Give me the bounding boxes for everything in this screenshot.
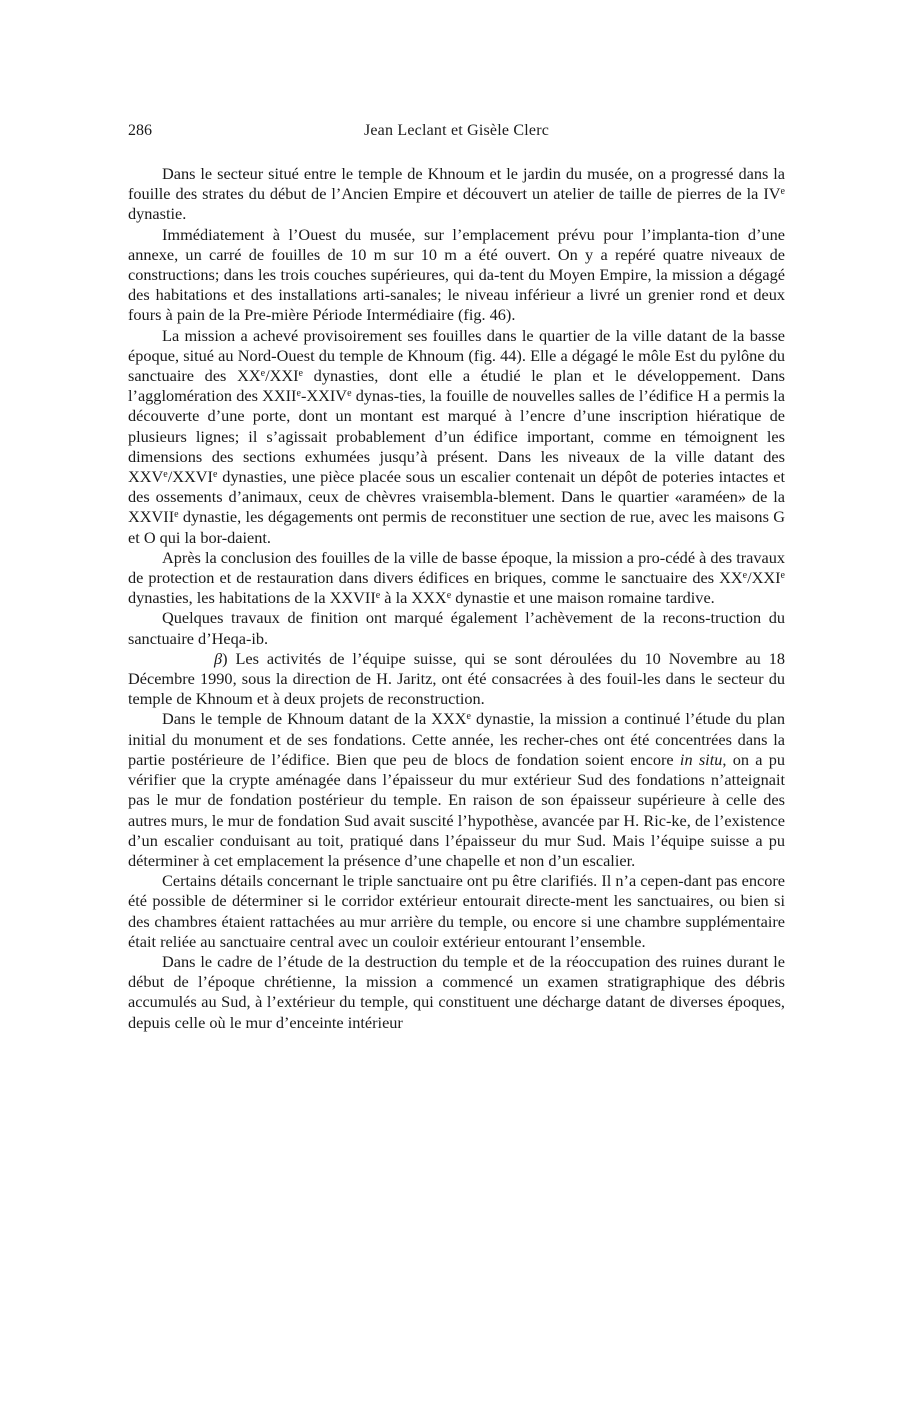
body-text <box>128 164 785 1033</box>
running-header <box>128 120 785 142</box>
page <box>128 120 785 1033</box>
paragraph: Immédiatement à l’Ouest du musée, sur l’emplacement prévu pour l’implanta-tion d’une annexe, un carré de fouilles de 10 m sur 10 m a été ouvert. On y a repéré quatre niveaux de constructions; dans les trois couches supérieures, qui da-tent du Moyen Empire, la mission a dégagé des habitations et des installations arti-sanales; le niveau inférieur a livré un grenier rond et deux fours à pain de la Pre-mière Période Intermédiaire (fig. 46). <box>128 224 785 325</box>
paragraph: β) Les activités de l’équipe suisse, qui se sont déroulées du 10 Novembre au 18 Décembre 1990, sous la direction de H. Jaritz, ont été consacrées à des fouil-les dans le secteur du temple de Khnoum et à deux projets de reconstruction. <box>128 648 785 709</box>
page-number: 286 <box>128 122 152 139</box>
paragraph: Quelques travaux de finition ont marqué également l’achèvement de la recons-truction du sanctuaire d’Heqa-ib. <box>128 608 785 648</box>
paragraph: Après la conclusion des fouilles de la ville de basse époque, la mission a pro-cédé à des travaux de protection et de restauration dans divers édifices en briques, comme le sanctuaire des XXe/XXIe dynasties, les habitations de la XXVIIe à la XXXe dynastie et une maison romaine tardive. <box>128 547 786 608</box>
running-title: Jean Leclant et Gisèle Clerc <box>363 122 550 139</box>
paragraph: Dans le temple de Khnoum datant de la XXXe dynastie, la mission a continué l’étude du plan initial du monument et de ses fondations. Cette année, les recher-ches ont été concentrées dans la partie postérieure de l’édifice. Bien que peu de blocs de fondation soient encore in situ, on a pu vérifier que la crypte aménagée dans l’épaisseur du mur extérieur Sud des fondations n’atteignait pas le mur de fondation postérieur du temple. En raison de son épaisseur supérieure à celle des autres murs, le mur de fondation Sud avait suscité l’hypothèse, avancée par H. Ric-ke, de l’existence d’un escalier conduisant au toit, pratiqué dans l’épaisseur du mur Sud. Mais l’équipe suisse a pu déterminer à cet emplacement la présence d’une chapelle et non d’un escalier. <box>128 709 785 870</box>
paragraph: La mission a achevé provisoirement ses fouilles dans le quartier de la ville datant de la basse époque, situé au Nord-Ouest du temple de Khnoum (fig. 44). Elle a dégagé le môle Est du pylône du sanctuaire des XXe/XXIe dynasties, dont elle a étudié le plan et le développement. Dans l’agglomération des XXIIe-XXIVe dynas-ties, la fouille de nouvelles salles de l’édifice H a permis la découverte d’une porte, dont un montant est marqué à l’encre d’une inscription hiératique de plusieurs lignes; il s’agissait probablement d’un édifice important, comme en témoignent les dimensions des sections exhumées jusqu’à présent. Dans les niveaux de la ville datant des XXVe/XXVIe dynasties, une pièce placée sous un escalier contenait un dépôt de poteries intactes et des ossements d’animaux, ceux de chèvres vraisembla-blement. Dans le quartier «araméen» de la XXVIIe dynastie, les dégagements ont permis de reconstituer une section de rue, avec les maisons G et O qui la bor-daient. <box>128 325 786 547</box>
paragraph: Dans le secteur situé entre le temple de Khnoum et le jardin du musée, on a progressé dans la fouille des strates du début de l’Ancien Empire et découvert un atelier de taille de pierres de la IVe dynastie. <box>128 164 785 224</box>
paragraph: Certains détails concernant le triple sanctuaire ont pu être clarifiés. Il n’a cepen-dant pas encore été possible de déterminer si le corridor extérieur entourait directe-ment les sanctuaires, ou bien si des chambres étaient rattachées au mur arrière du temple, ou encore si une chambre supplémentaire était reliée au sanctuaire central avec un couloir extérieur entourant l’ensemble. <box>128 871 785 951</box>
paragraph: Dans le cadre de l’étude de la destruction du temple et de la réoccupation des ruines durant le début de l’époque chrétienne, la mission a commencé un examen stratigraphique des débris accumulés au Sud, à l’extérieur du temple, qui constituent une décharge datant de diverses époques, depuis celle où le mur d’enceinte intérieur <box>128 951 785 1032</box>
